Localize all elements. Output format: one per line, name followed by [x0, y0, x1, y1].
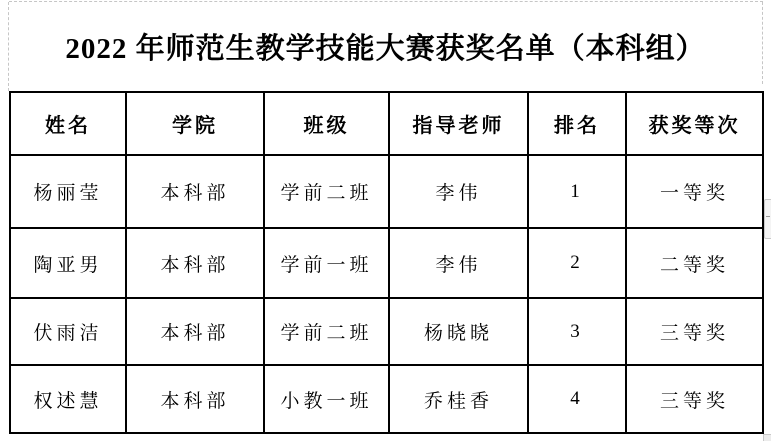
- cell-award: 二等奖: [626, 228, 763, 298]
- column-header-class: 班级: [264, 92, 389, 155]
- cell-class: 学前二班: [264, 298, 389, 365]
- table-row: [10, 155, 763, 228]
- cell-rank: 3: [528, 298, 626, 365]
- cell-advisor: 乔桂香: [389, 365, 528, 433]
- cell-name: 伏雨洁: [10, 298, 126, 365]
- cell-class: 学前二班: [264, 155, 389, 228]
- cell-advisor: 杨晓晓: [389, 298, 528, 365]
- cell-college: 本科部: [126, 298, 264, 365]
- table-row: [10, 298, 763, 365]
- page-boundary-right-line: [762, 2, 763, 84]
- column-header-college: 学院: [126, 92, 264, 155]
- cell-rank: 4: [528, 365, 626, 433]
- scrollbar-corner-fragment: [763, 434, 771, 441]
- column-header-award: 获奖等次: [626, 92, 763, 155]
- awards-table: [9, 91, 764, 434]
- cell-award: 三等奖: [626, 365, 763, 433]
- scrollbar-fragment[interactable]: [764, 199, 771, 239]
- table-header-row: [10, 92, 763, 155]
- cell-advisor: 李伟: [389, 228, 528, 298]
- cell-college: 本科部: [126, 155, 264, 228]
- cell-advisor: 李伟: [389, 155, 528, 228]
- cell-name: 陶亚男: [10, 228, 126, 298]
- table-row: [10, 365, 763, 433]
- table-row: [10, 228, 763, 298]
- cell-rank: 2: [528, 228, 626, 298]
- cell-rank: 1: [528, 155, 626, 228]
- cell-name: 杨丽莹: [10, 155, 126, 228]
- cell-class: 学前一班: [264, 228, 389, 298]
- cell-college: 本科部: [126, 228, 264, 298]
- column-header-rank: 排名: [528, 92, 626, 155]
- document-title: 2022 年师范生教学技能大赛获奖名单（本科组）: [65, 32, 706, 65]
- column-header-advisor: 指导老师: [389, 92, 528, 155]
- cell-award: 三等奖: [626, 298, 763, 365]
- cell-award: 一等奖: [626, 155, 763, 228]
- cell-class: 小教一班: [264, 365, 389, 433]
- scrollbar-tick-icon: [766, 216, 770, 217]
- cell-name: 权述慧: [10, 365, 126, 433]
- cell-college: 本科部: [126, 365, 264, 433]
- column-header-name: 姓名: [10, 92, 126, 155]
